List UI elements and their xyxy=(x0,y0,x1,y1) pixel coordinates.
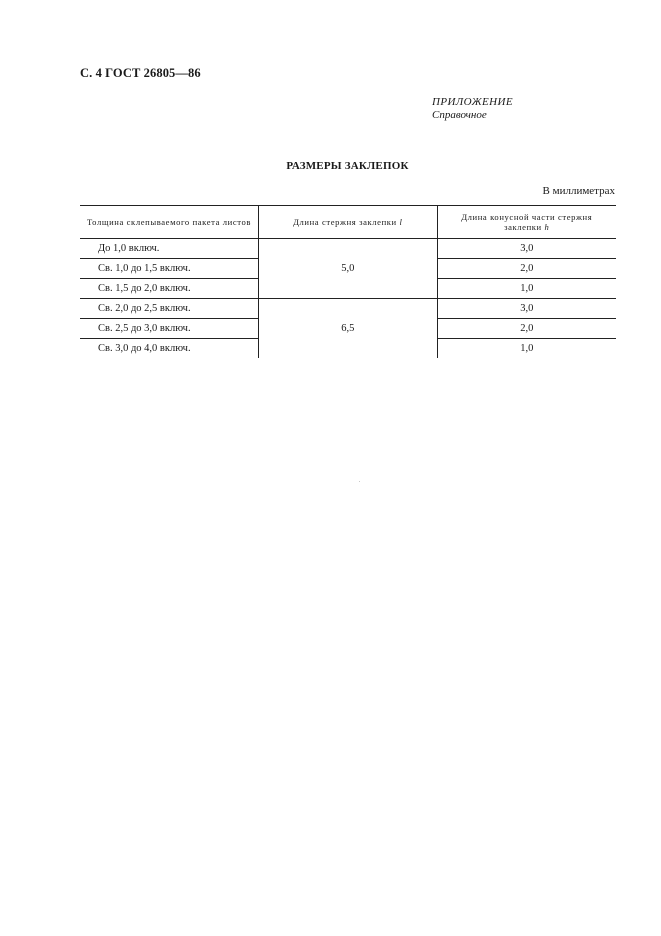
header-thickness: Толщина склепываемого пакета листов xyxy=(80,206,259,239)
header-rod-length-var: l xyxy=(399,217,403,227)
section-title: РАЗМЕРЫ ЗАКЛЕПОК xyxy=(286,160,409,172)
appendix-subtitle: Справочное xyxy=(432,109,487,121)
cell-thickness: Св. 1,5 до 2,0 включ. xyxy=(80,279,259,299)
header-cone-length-var: h xyxy=(544,222,550,232)
cell-rod-length: 5,0 xyxy=(259,239,437,299)
cell-cone-length: 3,0 xyxy=(437,239,616,259)
header-rod-length: Длина стержня заклепки l xyxy=(259,206,437,239)
units-note: В миллиметрах xyxy=(542,185,615,197)
cell-thickness: До 1,0 включ. xyxy=(80,239,259,259)
cell-cone-length: 3,0 xyxy=(437,299,616,319)
header-cone-length: Длина конусной части стержня заклепки h xyxy=(437,206,616,239)
rivet-sizes-table xyxy=(80,205,616,358)
cell-rod-length: 6,5 xyxy=(259,299,437,359)
cell-thickness: Св. 2,0 до 2,5 включ. xyxy=(80,299,259,319)
cell-cone-length: 1,0 xyxy=(437,339,616,359)
page-header: С. 4 ГОСТ 26805—86 xyxy=(80,66,201,80)
cell-cone-length: 1,0 xyxy=(437,279,616,299)
cell-thickness: Св. 3,0 до 4,0 включ. xyxy=(98,343,191,354)
table-header-row xyxy=(80,206,616,239)
cell-cone-length: 2,0 xyxy=(437,259,616,279)
cell-thickness: Св. 1,0 до 1,5 включ. xyxy=(80,259,259,279)
table-row xyxy=(80,299,616,319)
paper-speck xyxy=(359,481,360,482)
table-row xyxy=(80,239,616,259)
cell-cone-length: 2,0 xyxy=(437,319,616,339)
appendix-label xyxy=(432,96,572,122)
appendix-title: ПРИЛОЖЕНИЕ xyxy=(432,96,513,108)
cell-thickness: Св. 2,5 до 3,0 включ. xyxy=(80,319,259,339)
